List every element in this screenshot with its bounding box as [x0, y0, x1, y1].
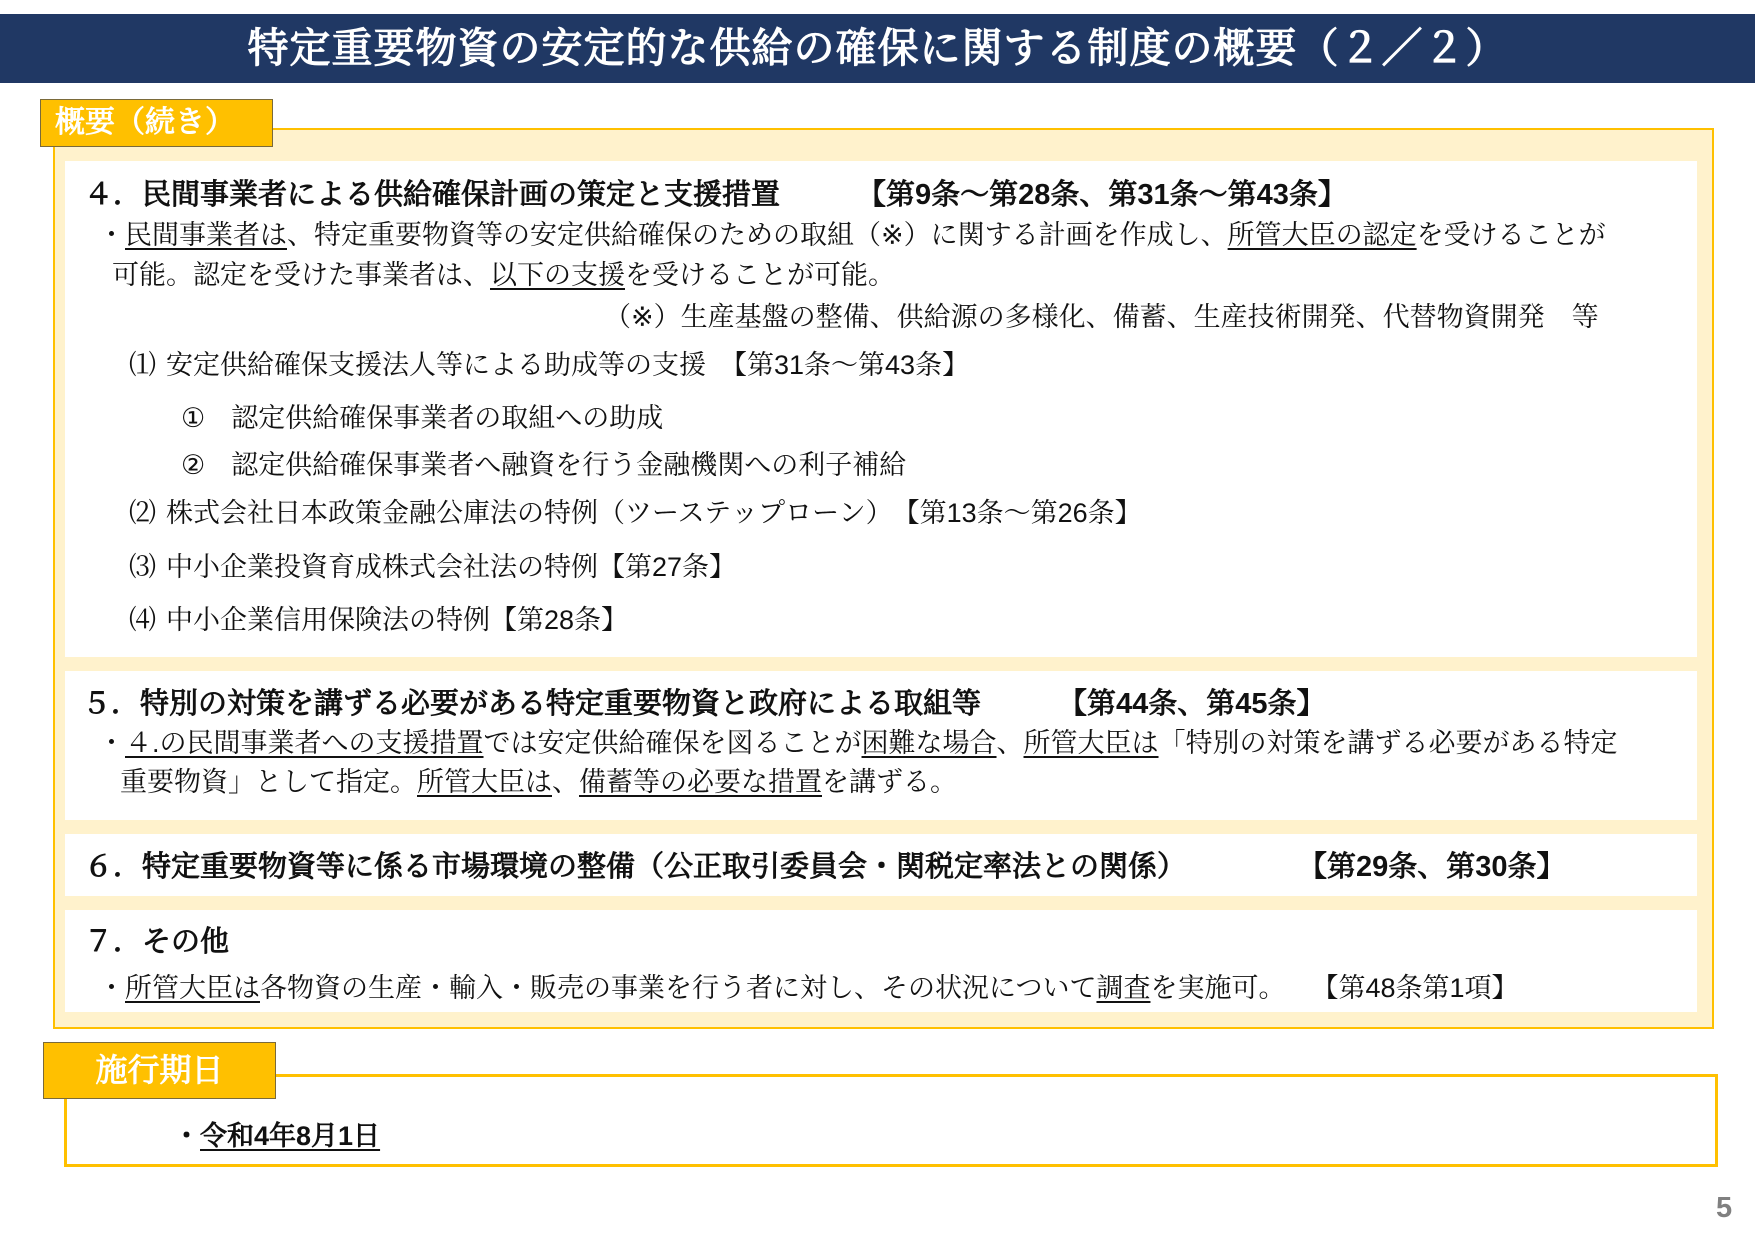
underlined-text: 民間事業者は [125, 220, 287, 250]
item-number: ⑶ [129, 552, 156, 582]
item-article-ref: 【第27条】 [598, 552, 737, 582]
underlined-text: 以下の支援 [490, 260, 625, 290]
item-article-ref: 【第31条～第43条】 [720, 350, 970, 380]
body-text: 各物資の生産・輸入・販売の事業を行う者に対し、その状況について [260, 973, 1097, 1003]
body-text: 可能。認定を受けた事業者は、 [112, 260, 490, 290]
body-text: を受けることが [1416, 220, 1606, 250]
item-article-ref: 【第28条】 [490, 605, 629, 635]
note-text: （※）生産基盤の整備、供給源の多様化、備蓄、生産技術開発、代替物資開発 等 [604, 302, 1599, 332]
subitem-number: ① [181, 403, 206, 433]
section-6-title: ６．特定重要物資等に係る市場環境の整備（公正取引委員会・関税定率法との関係） [84, 851, 1187, 883]
body-text: を受けることが可能。 [625, 260, 895, 290]
support-item-4 [129, 602, 628, 638]
section-4-ref-text: 【第9条～第28条、第31条～第43条】 [857, 179, 1347, 211]
section-4-panel [65, 161, 1697, 657]
underlined-text: 調査 [1096, 973, 1151, 1003]
page-number: 5 [1716, 1192, 1733, 1224]
item-text: 中小企業投資育成株式会社法の特例 [166, 552, 598, 582]
bullet-mark: ・ [173, 1121, 200, 1151]
section-5-article-ref [1058, 686, 1326, 722]
section-7-article-ref: 【第48条第1項】 [1311, 973, 1519, 1003]
body-text: を講ずる。 [822, 767, 957, 797]
item-text: 安定供給確保支援法人等による助成等の支援 [166, 350, 706, 380]
section-4-bullet-line-1 [98, 217, 1606, 253]
section-6-panel [65, 834, 1697, 896]
body-text: 、 [996, 728, 1024, 758]
section-5-heading [82, 686, 981, 722]
support-item-3 [129, 549, 736, 585]
item-text: 株式会社日本政策金融公庫法の特例（ツーステップローン） [166, 498, 893, 528]
support-item-1 [129, 347, 969, 383]
bullet-mark: ・ [98, 728, 125, 758]
item-number: ⑷ [129, 605, 156, 635]
body-text: 「特別の対策を講ずる必要がある特定 [1158, 728, 1618, 758]
section-7-panel [65, 910, 1697, 1012]
title-bar [0, 14, 1755, 83]
section-7-title: ７．その他 [84, 926, 230, 958]
effective-date-tab: 施行期日 [43, 1042, 276, 1099]
section-7-bullet [98, 970, 1519, 1006]
section-6-article-ref [1298, 849, 1566, 885]
body-text: 、特定重要物資等の安定供給確保のための取組（※）に関する計画を作成し、 [287, 220, 1228, 250]
bullet-mark: ・ [98, 220, 125, 250]
section-5-ref-text: 【第44条、第45条】 [1058, 688, 1326, 720]
underlined-text: ４.の民間事業者への支援措置 [125, 728, 484, 758]
support-item-2 [129, 495, 1142, 531]
underlined-text: 所管大臣は [417, 767, 552, 797]
underlined-text: 困難な場合 [861, 728, 997, 758]
underlined-text: 所管大臣は [125, 973, 260, 1003]
body-text: 重要物資」として指定。 [120, 767, 417, 797]
overview-continued-tab: 概要（続き） [40, 99, 273, 147]
section-6-heading [84, 849, 1186, 885]
section-6-ref-text: 【第29条、第30条】 [1298, 851, 1566, 883]
section-5-bullet-line-1 [98, 725, 1618, 761]
section-4-bullet-line-2 [112, 257, 895, 293]
body-text: 、 [552, 767, 579, 797]
section-4-heading [84, 177, 780, 213]
page-title: 特定重要物資の安定的な供給の確保に関する制度の概要（２／２） [247, 25, 1508, 71]
section-5-bullet-line-2 [120, 764, 957, 800]
subitem-text: 認定供給確保事業者の取組への助成 [231, 403, 664, 433]
item-number: ⑵ [129, 498, 156, 528]
body-text: では安定供給確保を図ることが [483, 728, 862, 758]
body-text: を実施可。 [1150, 973, 1286, 1003]
overview-box [53, 128, 1714, 1029]
effective-date-value: 令和4年8月1日 [200, 1121, 381, 1151]
item-text: 中小企業信用保険法の特例 [166, 605, 490, 635]
section-5-title: ５．特別の対策を講ずる必要がある特定重要物資と政府による取組等 [82, 688, 982, 720]
section-4-article-ref [857, 177, 1347, 213]
subitem-number: ② [181, 450, 206, 480]
bullet-mark: ・ [98, 973, 125, 1003]
effective-date-line [173, 1118, 380, 1154]
section-4-title: ４．民間事業者による供給確保計画の策定と支援措置 [84, 179, 781, 211]
support-subitem-2 [181, 447, 906, 483]
subitem-text: 認定供給確保事業者へ融資を行う金融機関への利子補給 [231, 450, 907, 480]
underlined-text: 備蓄等の必要な措置 [579, 767, 822, 797]
underlined-text: 所管大臣の認定 [1227, 220, 1417, 250]
item-article-ref: 【第13条～第26条】 [892, 498, 1142, 528]
underlined-text: 所管大臣は [1023, 728, 1159, 758]
effective-date-box [64, 1074, 1718, 1167]
section-7-heading [84, 924, 229, 960]
section-5-panel [65, 671, 1697, 820]
section-4-note [604, 299, 1599, 335]
support-subitem-1 [181, 400, 663, 436]
item-number: ⑴ [129, 350, 156, 380]
